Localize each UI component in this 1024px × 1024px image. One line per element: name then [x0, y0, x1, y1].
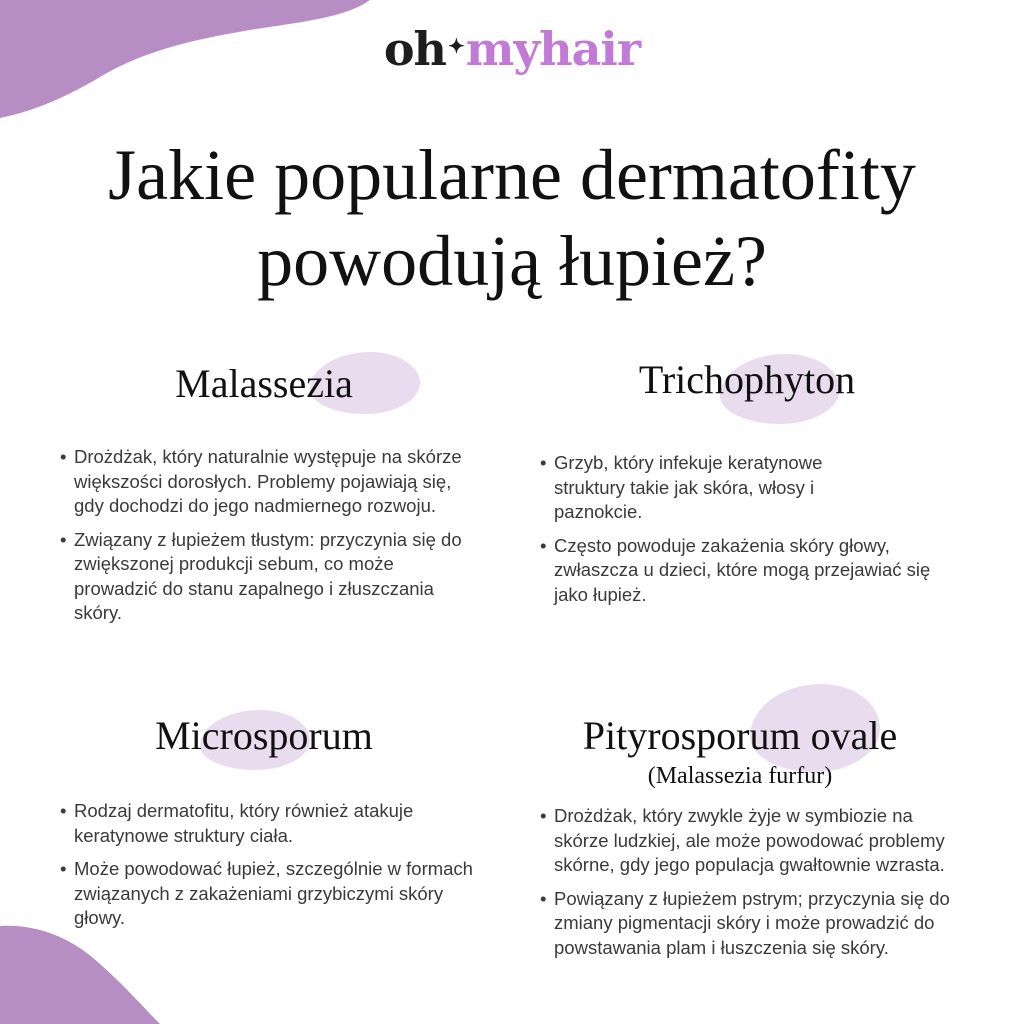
bullet-item: • Powiązany z łupieżem pstrym; przyczynia się do zmiany pigmentacji skóry i może prowadzić do powstawania plam i łuszczenia się skóry.	[540, 887, 979, 961]
page-title	[0, 132, 1024, 304]
page-title-line-2: powodują łupież?	[257, 221, 767, 301]
bullet-item: • Drożdżak, który naturalnie występuje na skórze większości dorosłych. Problemy pojawiają się, gdy dochodzi do jego nadmiernego rozwoju.	[60, 445, 479, 519]
bullet-item: • Grzyb, który infekuje keratynowe struktury takie jak skóra, włosy i paznokcie.	[540, 451, 879, 525]
bullet-item: • Drożdżak, który zwykle żyje w symbiozie na skórze ludzkiej, ale może powodować problemy skórne, gdy jego populacja gwałtownie wzrasta.	[540, 804, 969, 878]
section-title: Malassezia	[175, 361, 353, 406]
section-title: Trichophyton	[638, 357, 856, 402]
section-microsporum	[60, 712, 500, 940]
bullet-item: • Często powoduje zakażenia skóry głowy, zwłaszcza u dzieci, które mogą przejawiać się jako łupież.	[540, 534, 949, 608]
brand-logo	[0, 22, 1024, 76]
logo-myhair: myhair	[465, 22, 641, 76]
bullet-item: • Związany z łupieżem tłustym: przyczynia się do zwiększonej produkcji sebum, co może prowadzić do stanu zapalnego i złuszczania skóry.	[60, 528, 479, 626]
section-title: Pityrosporum ovale	[582, 713, 898, 758]
section-pityrosporum-ovale	[540, 712, 990, 969]
section-malassezia	[60, 360, 500, 635]
section-trichophyton	[540, 356, 980, 616]
sparkle-icon: ✦	[448, 34, 464, 58]
section-subtitle: (Malassezia furfur)	[647, 763, 833, 789]
section-title: Microsporum	[155, 713, 373, 758]
logo-oh: oh	[383, 22, 446, 76]
bullet-list	[60, 799, 500, 931]
bullet-item: • Może powodować łupież, szczególnie w formach związanych z zakażeniami grzybiczymi skóry głowy.	[60, 857, 484, 931]
bullet-list	[540, 451, 980, 607]
bullet-list	[60, 445, 500, 626]
page-title-line-1: Jakie popularne dermatofity	[108, 135, 916, 215]
bullet-item: • Rodzaj dermatofitu, który również atakuje keratynowe struktury ciała.	[60, 799, 424, 848]
bullet-list	[540, 804, 980, 960]
